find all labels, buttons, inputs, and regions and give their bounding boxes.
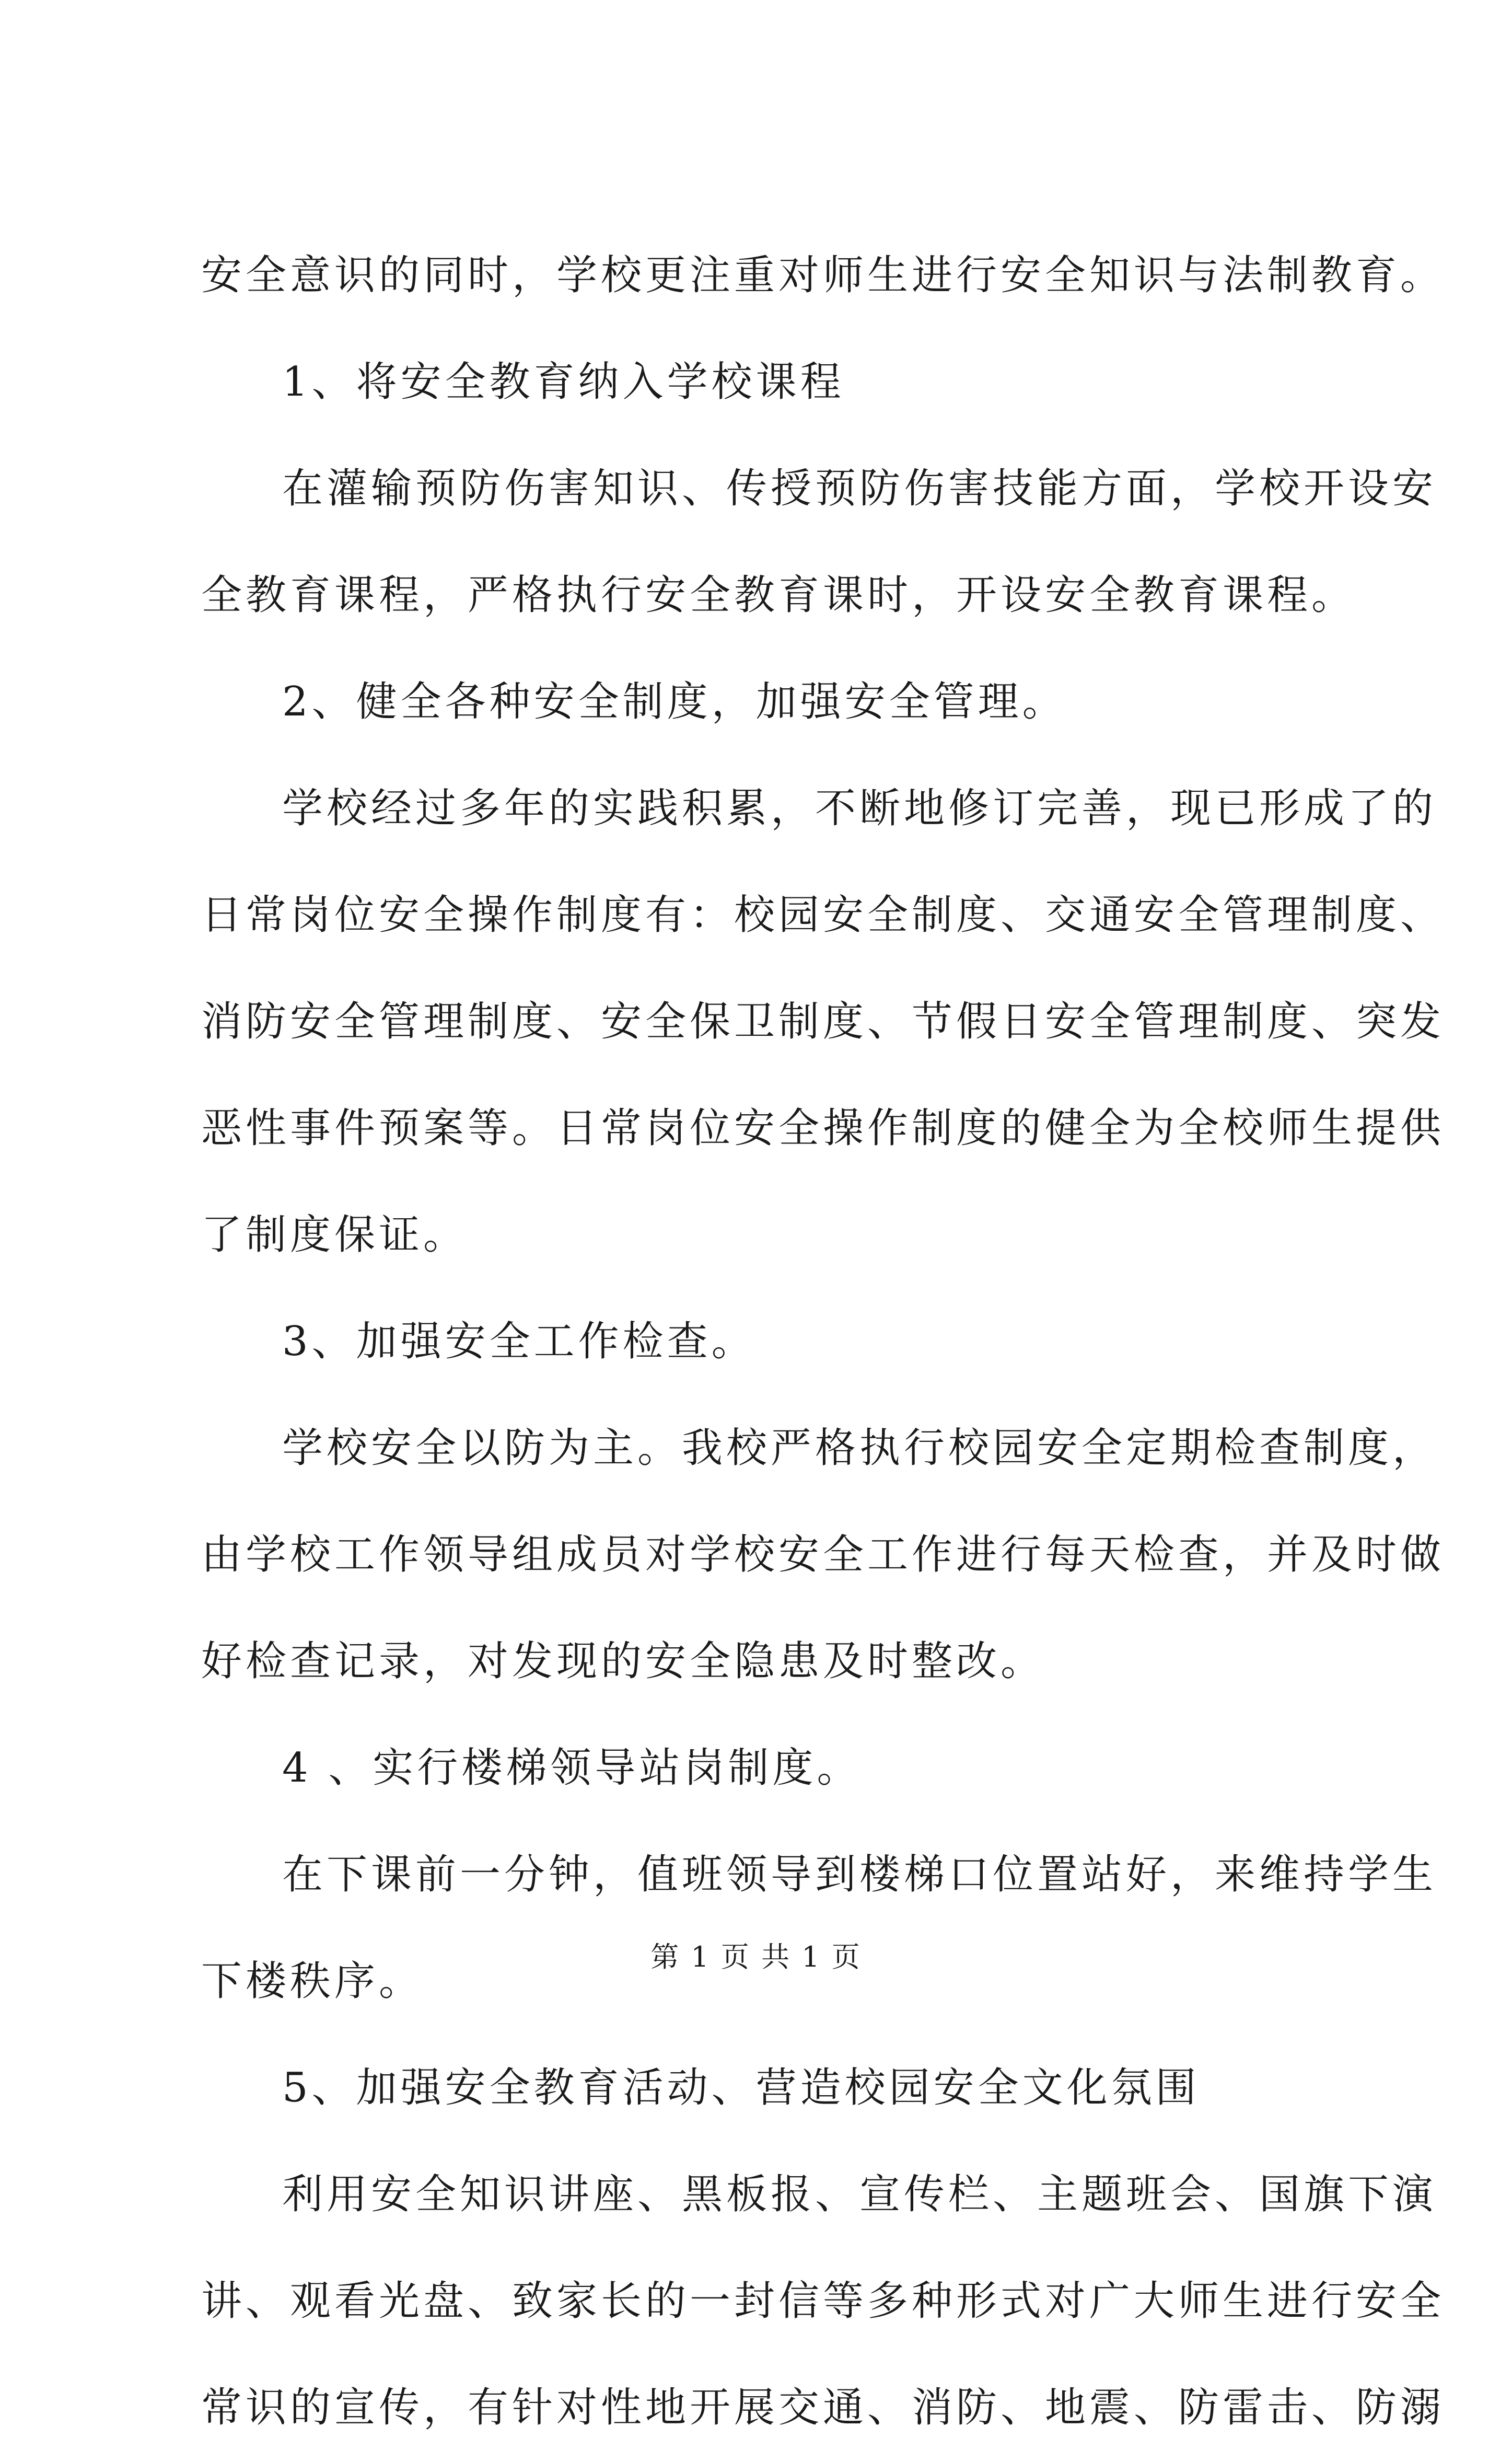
- body-line: 了制度保证。: [201, 1211, 468, 1258]
- section-heading: 5、加强安全教育活动、营造校园安全文化氛围: [282, 2064, 1200, 2111]
- page-footer: 第 1 页 共 1 页: [650, 1940, 862, 1973]
- body-line: 好检查记录，对发现的安全隐患及时整改。: [201, 1638, 1045, 1685]
- section-heading: 2、健全各种安全制度，加强安全管理。: [282, 678, 1067, 725]
- section-heading: 3、加强安全工作检查。: [282, 1318, 756, 1365]
- body-line: 消防安全管理制度、安全保卫制度、节假日安全管理制度、突发: [201, 998, 1445, 1045]
- body-line: 安全意识的同时，学校更注重对师生进行安全知识与法制教育。: [201, 252, 1445, 299]
- body-line: 学校安全以防为主。我校严格执行校园安全定期检查制度，: [282, 1425, 1437, 1472]
- body-line: 常识的宣传，有针对性地开展交通、消防、地震、防雷击、防溺: [201, 2384, 1445, 2431]
- body-line: 日常岗位安全操作制度有：校园安全制度、交通安全管理制度、: [201, 892, 1445, 939]
- body-line: 由学校工作领导组成员对学校安全工作进行每天检查，并及时做: [201, 1531, 1445, 1578]
- body-line: 在灌输预防伤害知识、传授预防伤害技能方面，学校开设安: [282, 465, 1437, 512]
- body-line: 恶性事件预案等。日常岗位安全操作制度的健全为全校师生提供: [201, 1105, 1445, 1152]
- section-heading: 4 、实行楼梯领导站岗制度。: [282, 1744, 862, 1792]
- body-line: 讲、观看光盘、致家长的一封信等多种形式对广大师生进行安全: [201, 2278, 1445, 2325]
- body-line: 全教育课程，严格执行安全教育课时，开设安全教育课程。: [201, 572, 1356, 619]
- body-line: 在下课前一分钟，值班领导到楼梯口位置站好，来维持学生: [282, 1851, 1437, 1898]
- body-line: 下楼秩序。: [201, 1958, 424, 2005]
- section-heading: 1、将安全教育纳入学校课程: [282, 359, 845, 406]
- body-line: 利用安全知识讲座、黑板报、宣传栏、主题班会、国旗下演: [282, 2171, 1437, 2218]
- body-line: 学校经过多年的实践积累，不断地修订完善，现已形成了的: [282, 785, 1437, 832]
- document-body: [201, 222, 1445, 2461]
